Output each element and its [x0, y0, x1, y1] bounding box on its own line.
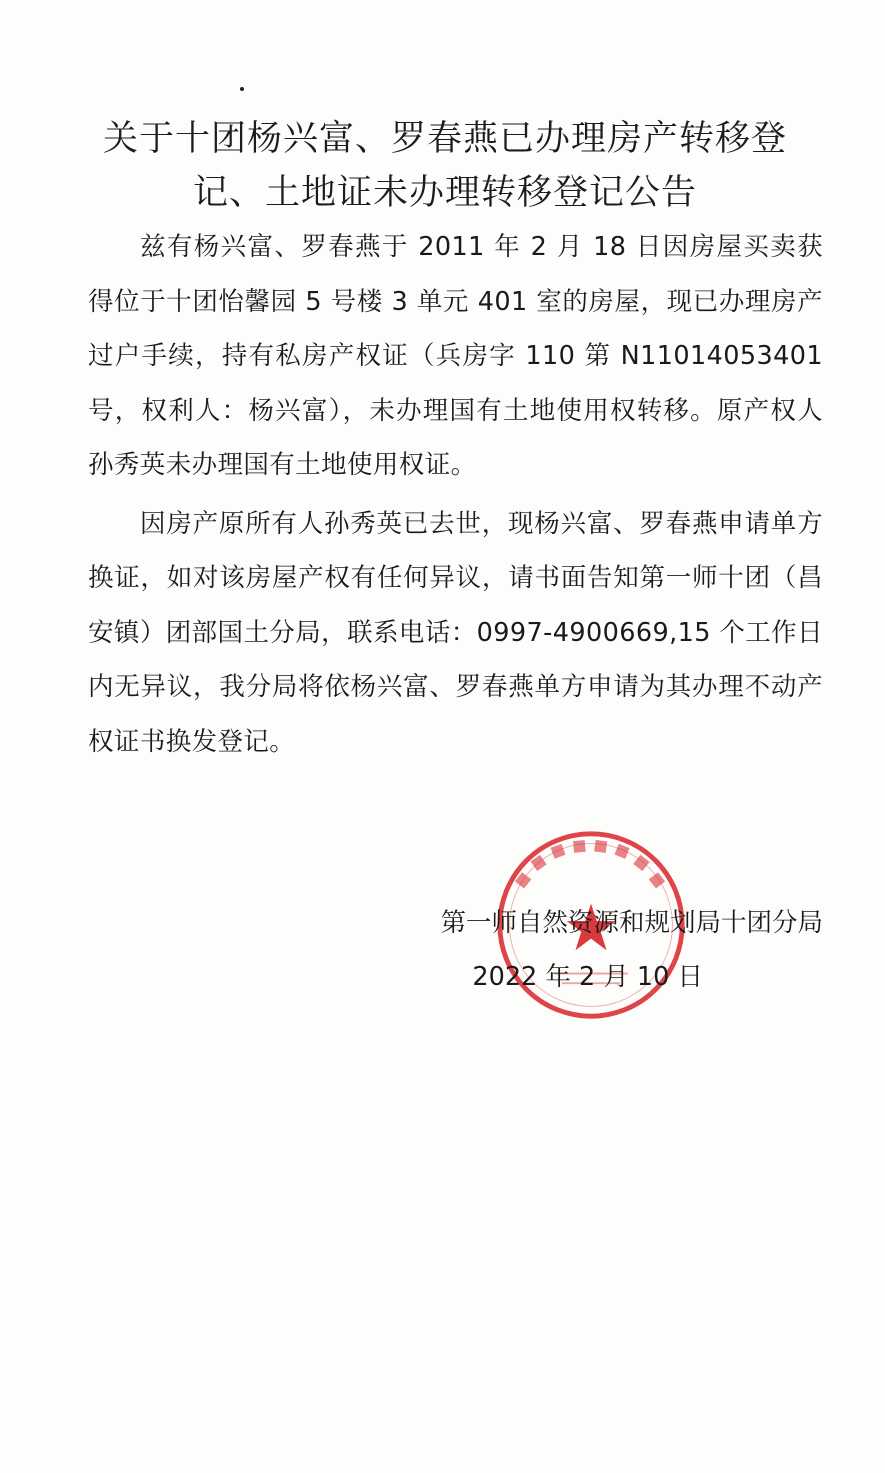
title-line-2: 记、土地证未办理转移登记公告: [192, 173, 697, 213]
body-paragraph-2: 因房产原所有人孙秀英已去世，现杨兴富、罗春燕申请单方换证，如对该房屋产权有任何异议，请书面告知第一师十团（昌安镇）团部国土分局，联系电话：0997-4900669,15 个工作日内无异议，我分局将依杨兴富、罗春燕单方申请为其办理不动产权证书换发登记。: [88, 508, 823, 757]
announcement-body: [88, 220, 823, 769]
issue-date: 2022 年 2 月 10 日: [472, 962, 703, 992]
title-line-1: 关于十团杨兴富、罗春燕已办理房产转移登: [102, 119, 787, 159]
speck-mark: [240, 87, 244, 91]
body-paragraph-1: 兹有杨兴富、罗春燕于 2011 年 2 月 18 日因房屋买卖获得位于十团怡馨园 5 号楼 3 单元 401 室的房屋，现已办理房产过户手续，持有私房产权证（兵房字 110 第 N11014053401 号，权利人：杨兴富），未办理国有土地使用权转移。原产权人孙秀英未办理国有土地使用权证。: [88, 232, 823, 480]
announcement-title: [60, 112, 830, 220]
issuing-authority: 第一师自然资源和规划局十团分局: [440, 908, 823, 938]
signature-block: [440, 896, 823, 1004]
